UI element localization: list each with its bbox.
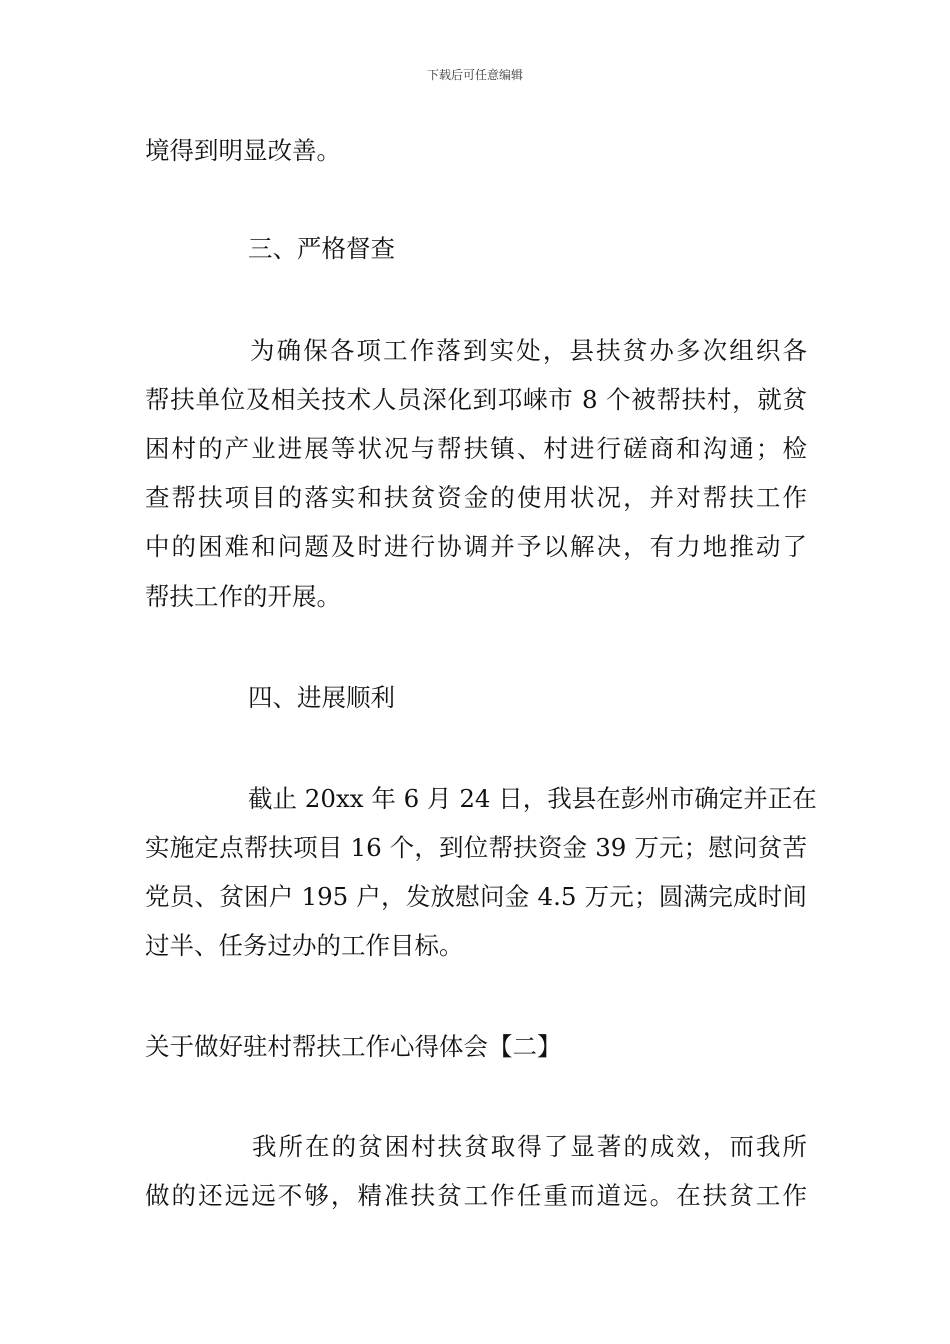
body-text-line: 我所在的贫困村扶贫取得了显著的成效，而我所	[252, 1132, 807, 1161]
section-heading: 三、严格督查	[248, 234, 395, 263]
body-text-line: 为确保各项工作落到实处，县扶贫办多次组织各	[250, 336, 807, 365]
body-text-line: 帮扶工作的开展。	[145, 582, 341, 611]
article-title: 关于做好驻村帮扶工作心得体会【二】	[145, 1032, 562, 1061]
body-text-line: 困村的产业进展等状况与帮扶镇、村进行磋商和沟通；检	[145, 434, 807, 463]
body-text-line: 截止 20xx 年 6 月 24 日，我县在彭州市确定并正在	[248, 784, 817, 813]
body-text-line: 查帮扶项目的落实和扶贫资金的使用状况，并对帮扶工作	[145, 483, 807, 512]
section-heading: 四、进展顺利	[248, 683, 395, 712]
body-text-line: 中的困难和问题及时进行协调并予以解决，有力地推动了	[145, 532, 807, 561]
page-header: 下载后可任意编辑	[426, 68, 523, 82]
body-text-line: 党员、贫困户 195 户，发放慰问金 4.5 万元；圆满完成时间	[145, 882, 807, 911]
body-text-line: 过半、任务过办的工作目标。	[145, 931, 464, 960]
body-text-line: 实施定点帮扶项目 16 个，到位帮扶资金 39 万元；慰问贫苦	[145, 833, 807, 862]
body-text-line: 做的还远远不够，精准扶贫工作任重而道远。在扶贫工作	[145, 1181, 807, 1210]
body-text-line: 境得到明显改善。	[145, 136, 341, 165]
body-text-line: 帮扶单位及相关技术人员深化到邛崃市 8 个被帮扶村，就贫	[145, 385, 807, 414]
